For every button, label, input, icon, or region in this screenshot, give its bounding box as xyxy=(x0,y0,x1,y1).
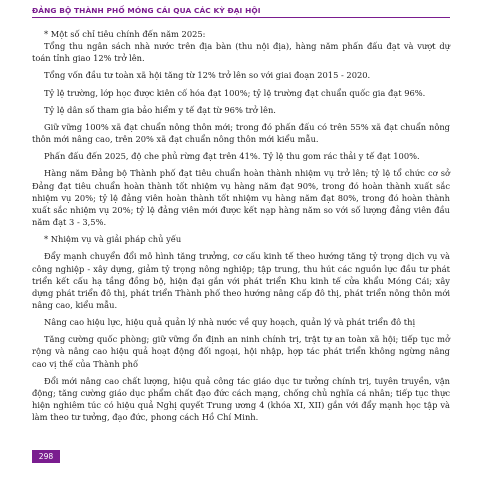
paragraph: Đổi mới nâng cao chất lượng, hiệu quả công tác giáo dục tư tưởng chính trị, tuyên truyền, vận động; tăng cường giáo dục phẩm chất đạo đức cách mạng, chống chủ nghĩa cá nhân; tiếp tục thực hiện nghiêm túc có hiệu quả Nghị quyết Trung ương 4 (khóa XI, XII) gắn với đẩy mạnh học tập và làm theo tư tưởng, đạo đức, phong cách Hồ Chí Minh. xyxy=(32,375,450,423)
paragraph: Đẩy mạnh chuyển đổi mô hình tăng trưởng, cơ cấu kinh tế theo hướng tăng tỷ trọng dịch vụ và công nghiệp - xây dựng, giảm tỷ trọng nông nghiệp; tập trung, thu hút các nguồn lực đầu tư phát triển kết cấu hạ tầng đồng bộ, hiện đại gắn với phát triển Khu kinh tế cửa khẩu Móng Cái; xây dựng phát triển đô thị, phát triển Thành phố theo hướng nâng cấp đô thị, phát triển nông thôn mới nâng cao, kiểu mẫu. xyxy=(32,251,450,310)
paragraph: Giữ vững 100% xã đạt chuẩn nông thôn mới; trong đó phấn đấu có trên 55% xã đạt chuẩn nông thôn mới nâng cao, trên 20% xã đạt chuẩn nông thôn mới kiểu mẫu. xyxy=(32,121,450,145)
header-divider xyxy=(32,17,450,18)
paragraph: Phấn đấu đến 2025, độ che phủ rừng đạt trên 41%. Tỷ lệ thu gom rác thải y tế đạt 100%. xyxy=(44,151,420,162)
paragraph: Tỷ lệ trường, lớp học được kiên cố hóa đạt 100%; tỷ lệ trường đạt chuẩn quốc gia đạt 96%. xyxy=(44,87,426,98)
running-header: ĐẢNG BỘ THÀNH PHỐ MÓNG CÁI QUA CÁC KỲ ĐẠI HỘI xyxy=(32,6,261,15)
paragraph: Tổng thu ngân sách nhà nước trên địa bàn (thu nội địa), hàng năm phấn đấu đạt và vượt dự toán tỉnh giao 12% trở lên. xyxy=(32,41,450,64)
paragraph: Nâng cao hiệu lực, hiệu quả quản lý nhà nước về quy hoạch, quản lý và phát triển đô thị xyxy=(44,317,416,328)
page-number: 298 xyxy=(32,450,60,463)
paragraph: Tăng cường quốc phòng; giữ vững ổn định an ninh chính trị, trật tự an toàn xã hội; tiếp tục mở rộng và nâng cao hiệu quả hoạt động đối ngoại, hội nhập, hợp tác phát triển không ngừng nâng cao vị thế của Thành phố xyxy=(32,334,450,369)
section-heading-tasks: * Nhiệm vụ và giải pháp chủ yếu xyxy=(44,234,182,245)
paragraph: Hàng năm Đảng bộ Thành phố đạt tiêu chuẩn hoàn thành nhiệm vụ trở lên; tỷ lệ tổ chức cơ sở Đảng đạt tiêu chuẩn hoàn thành tốt nhiệm vụ hàng năm đạt 90%, trong đó hoàn thành xuất sắc nhiệm vụ 20%; tỷ lệ đảng viên hoàn thành tốt nhiệm vụ hàng năm đạt 80%, trong đó hoàn thành xuất sắc nhiệm vụ 20%; tỷ lệ đảng viên mới được kết nạp hàng năm so với số lượng đảng viên đầu năm đạt 3 - 3,5%. xyxy=(32,168,450,228)
body-text xyxy=(32,28,450,423)
section-heading-targets: * Một số chỉ tiêu chính đến năm 2025: xyxy=(44,29,206,39)
paragraph: Tỷ lệ dân số tham gia bảo hiểm y tế đạt từ 96% trở lên. xyxy=(44,104,276,115)
paragraph: Tổng vốn đầu tư toàn xã hội tăng từ 12% trở lên so với giai đoạn 2015 - 2020. xyxy=(44,70,371,81)
